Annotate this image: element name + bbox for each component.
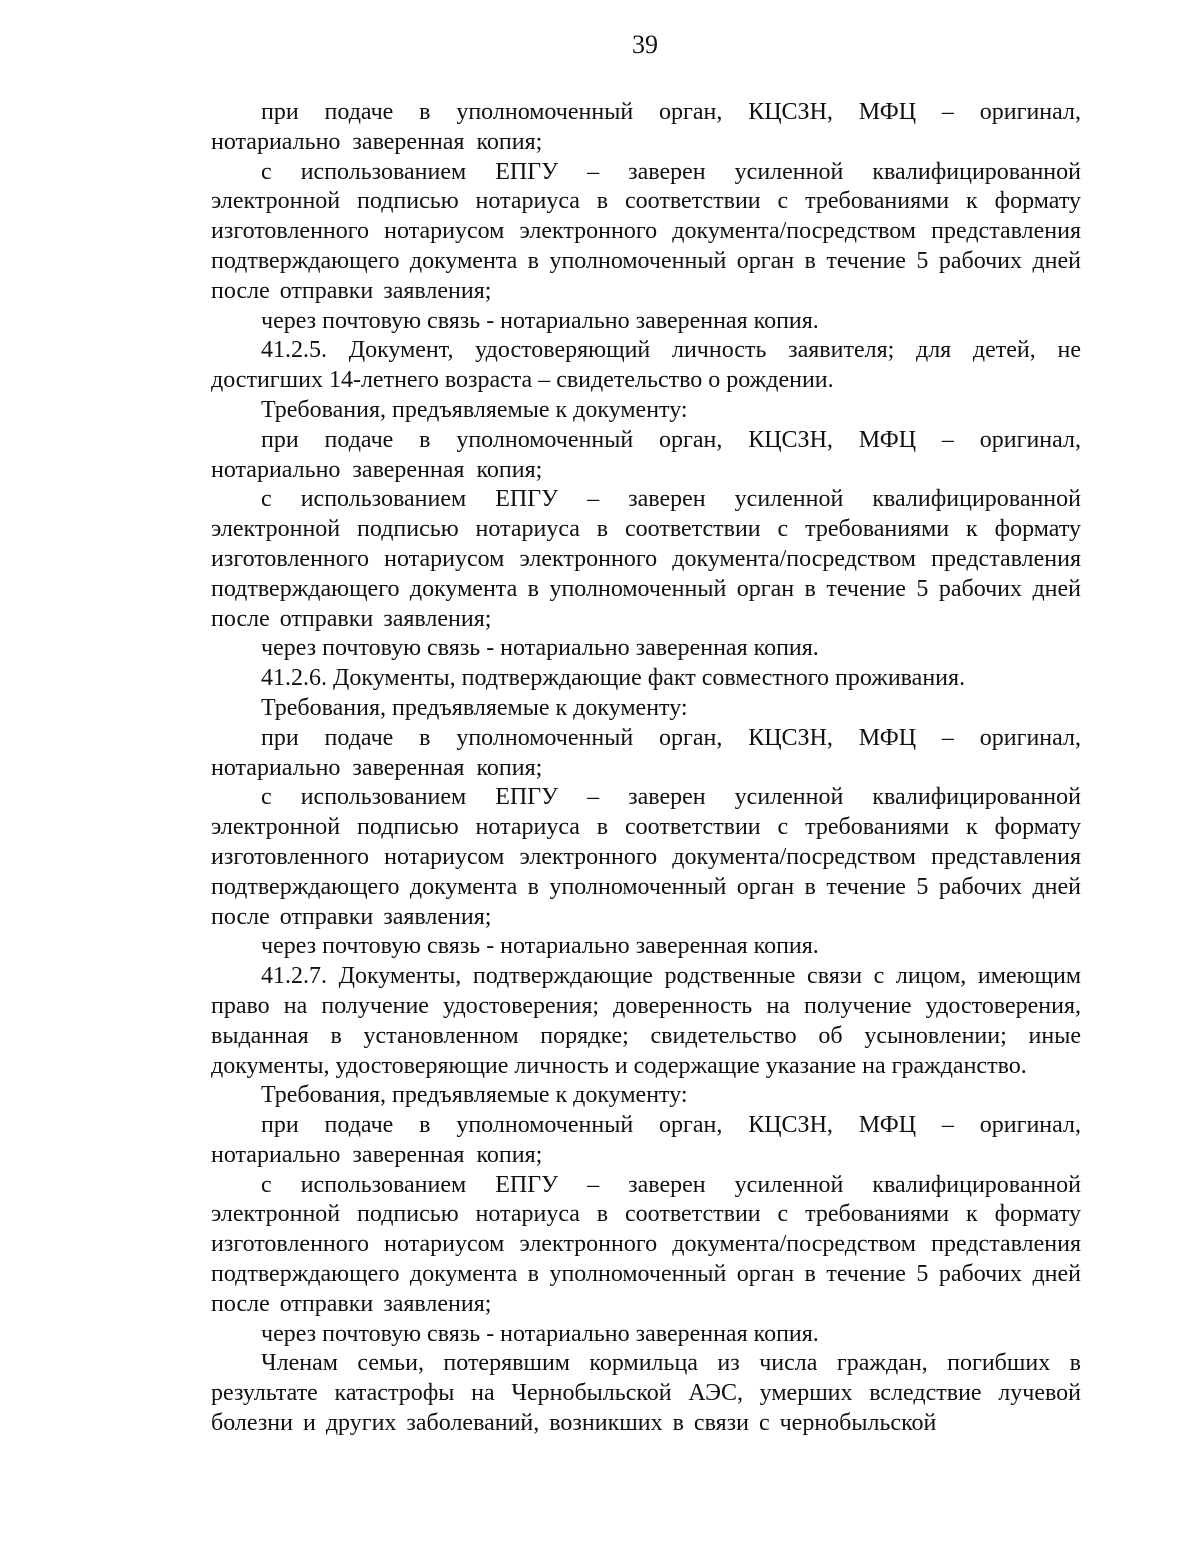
document-body: [211, 98, 1081, 1439]
paragraph-submission-original: при подаче в уполномоченный орган, КЦСЗН, МФЦ – оригинал, нотариально заверенная копия;: [211, 99, 1081, 155]
paragraph-postal: через почтовую связь - нотариально заверенная копия.: [261, 307, 819, 334]
paragraph-epgu-requirements: с использованием ЕПГУ – заверен усиленной квалифицированной электронной подписью нотариуса в соответствии с требованиями к формату изготовленного нотариусом электронного документа/посредством представления подтверждающего документа в уполномоченный орган в течение 5 рабочих дней после отправки заявления;: [211, 784, 1081, 930]
paragraph-requirements-heading: Требования, предъявляемые к документу:: [261, 1082, 688, 1109]
paragraph-submission-original: при подаче в уполномоченный орган, КЦСЗН, МФЦ – оригинал, нотариально заверенная копия;: [211, 724, 1081, 781]
paragraph-chernobyl-family: Членам семьи, потерявшим кормильца из числа граждан, погибших в результате катастрофы на Чернобыльской АЭС, умерших вследствие лучевой болезни и других заболеваний, возникших в связи с чернобыльской: [211, 1350, 1081, 1437]
paragraph-41-2-6: 41.2.6. Документы, подтверждающие факт совместного проживания.: [261, 665, 966, 692]
paragraph-postal: через почтовую связь - нотариально заверенная копия.: [261, 933, 819, 960]
paragraph-postal: через почтовую связь - нотариально заверенная копия.: [261, 635, 819, 662]
paragraph-41-2-7: 41.2.7. Документы, подтверждающие родственные связи с лицом, имеющим право на получение удостоверения; доверенность на получение удостоверения, выданная в установленном порядке; свидетельство об усыновлении; иные документы, удостоверяющие личность и содержащие указание на гражданство.: [211, 963, 1081, 1079]
paragraph-submission-original: при подаче в уполномоченный орган, КЦСЗН, МФЦ – оригинал, нотариально заверенная копия;: [211, 1112, 1081, 1168]
paragraph-epgu-requirements: с использованием ЕПГУ – заверен усиленной квалифицированной электронной подписью нотариуса в соответствии с требованиями к формату изготовленного нотариусом электронного документа/посредством представления подтверждающего документа в уполномоченный орган в течение 5 рабочих дней после отправки заявления;: [211, 486, 1081, 632]
paragraph-submission-original: при подаче в уполномоченный орган, КЦСЗН, МФЦ – оригинал, нотариально заверенная копия;: [211, 426, 1081, 483]
paragraph-requirements-heading: Требования, предъявляемые к документу:: [261, 396, 688, 423]
paragraph-epgu-requirements: с использованием ЕПГУ – заверен усиленной квалифицированной электронной подписью нотариуса в соответствии с требованиями к формату изготовленного нотариусом электронного документа/посредством представления подтверждающего документа в уполномоченный орган в течение 5 рабочих дней после отправки заявления;: [211, 1171, 1081, 1317]
paragraph-41-2-5: 41.2.5. Документ, удостоверяющий личность заявителя; для детей, не достигших 14-летнего возраста – свидетельство о рождении.: [211, 337, 1081, 394]
paragraph-requirements-heading: Требования, предъявляемые к документу:: [261, 694, 688, 721]
paragraph-epgu-requirements: с использованием ЕПГУ – заверен усиленной квалифицированной электронной подписью нотариуса в соответствии с требованиями к формату изготовленного нотариусом электронного документа/посредством представления подтверждающего документа в уполномоченный орган в течение 5 рабочих дней после отправки заявления;: [211, 158, 1081, 304]
paragraph-postal: через почтовую связь - нотариально заверенная копия.: [261, 1320, 819, 1347]
page-number: 39: [632, 30, 658, 59]
